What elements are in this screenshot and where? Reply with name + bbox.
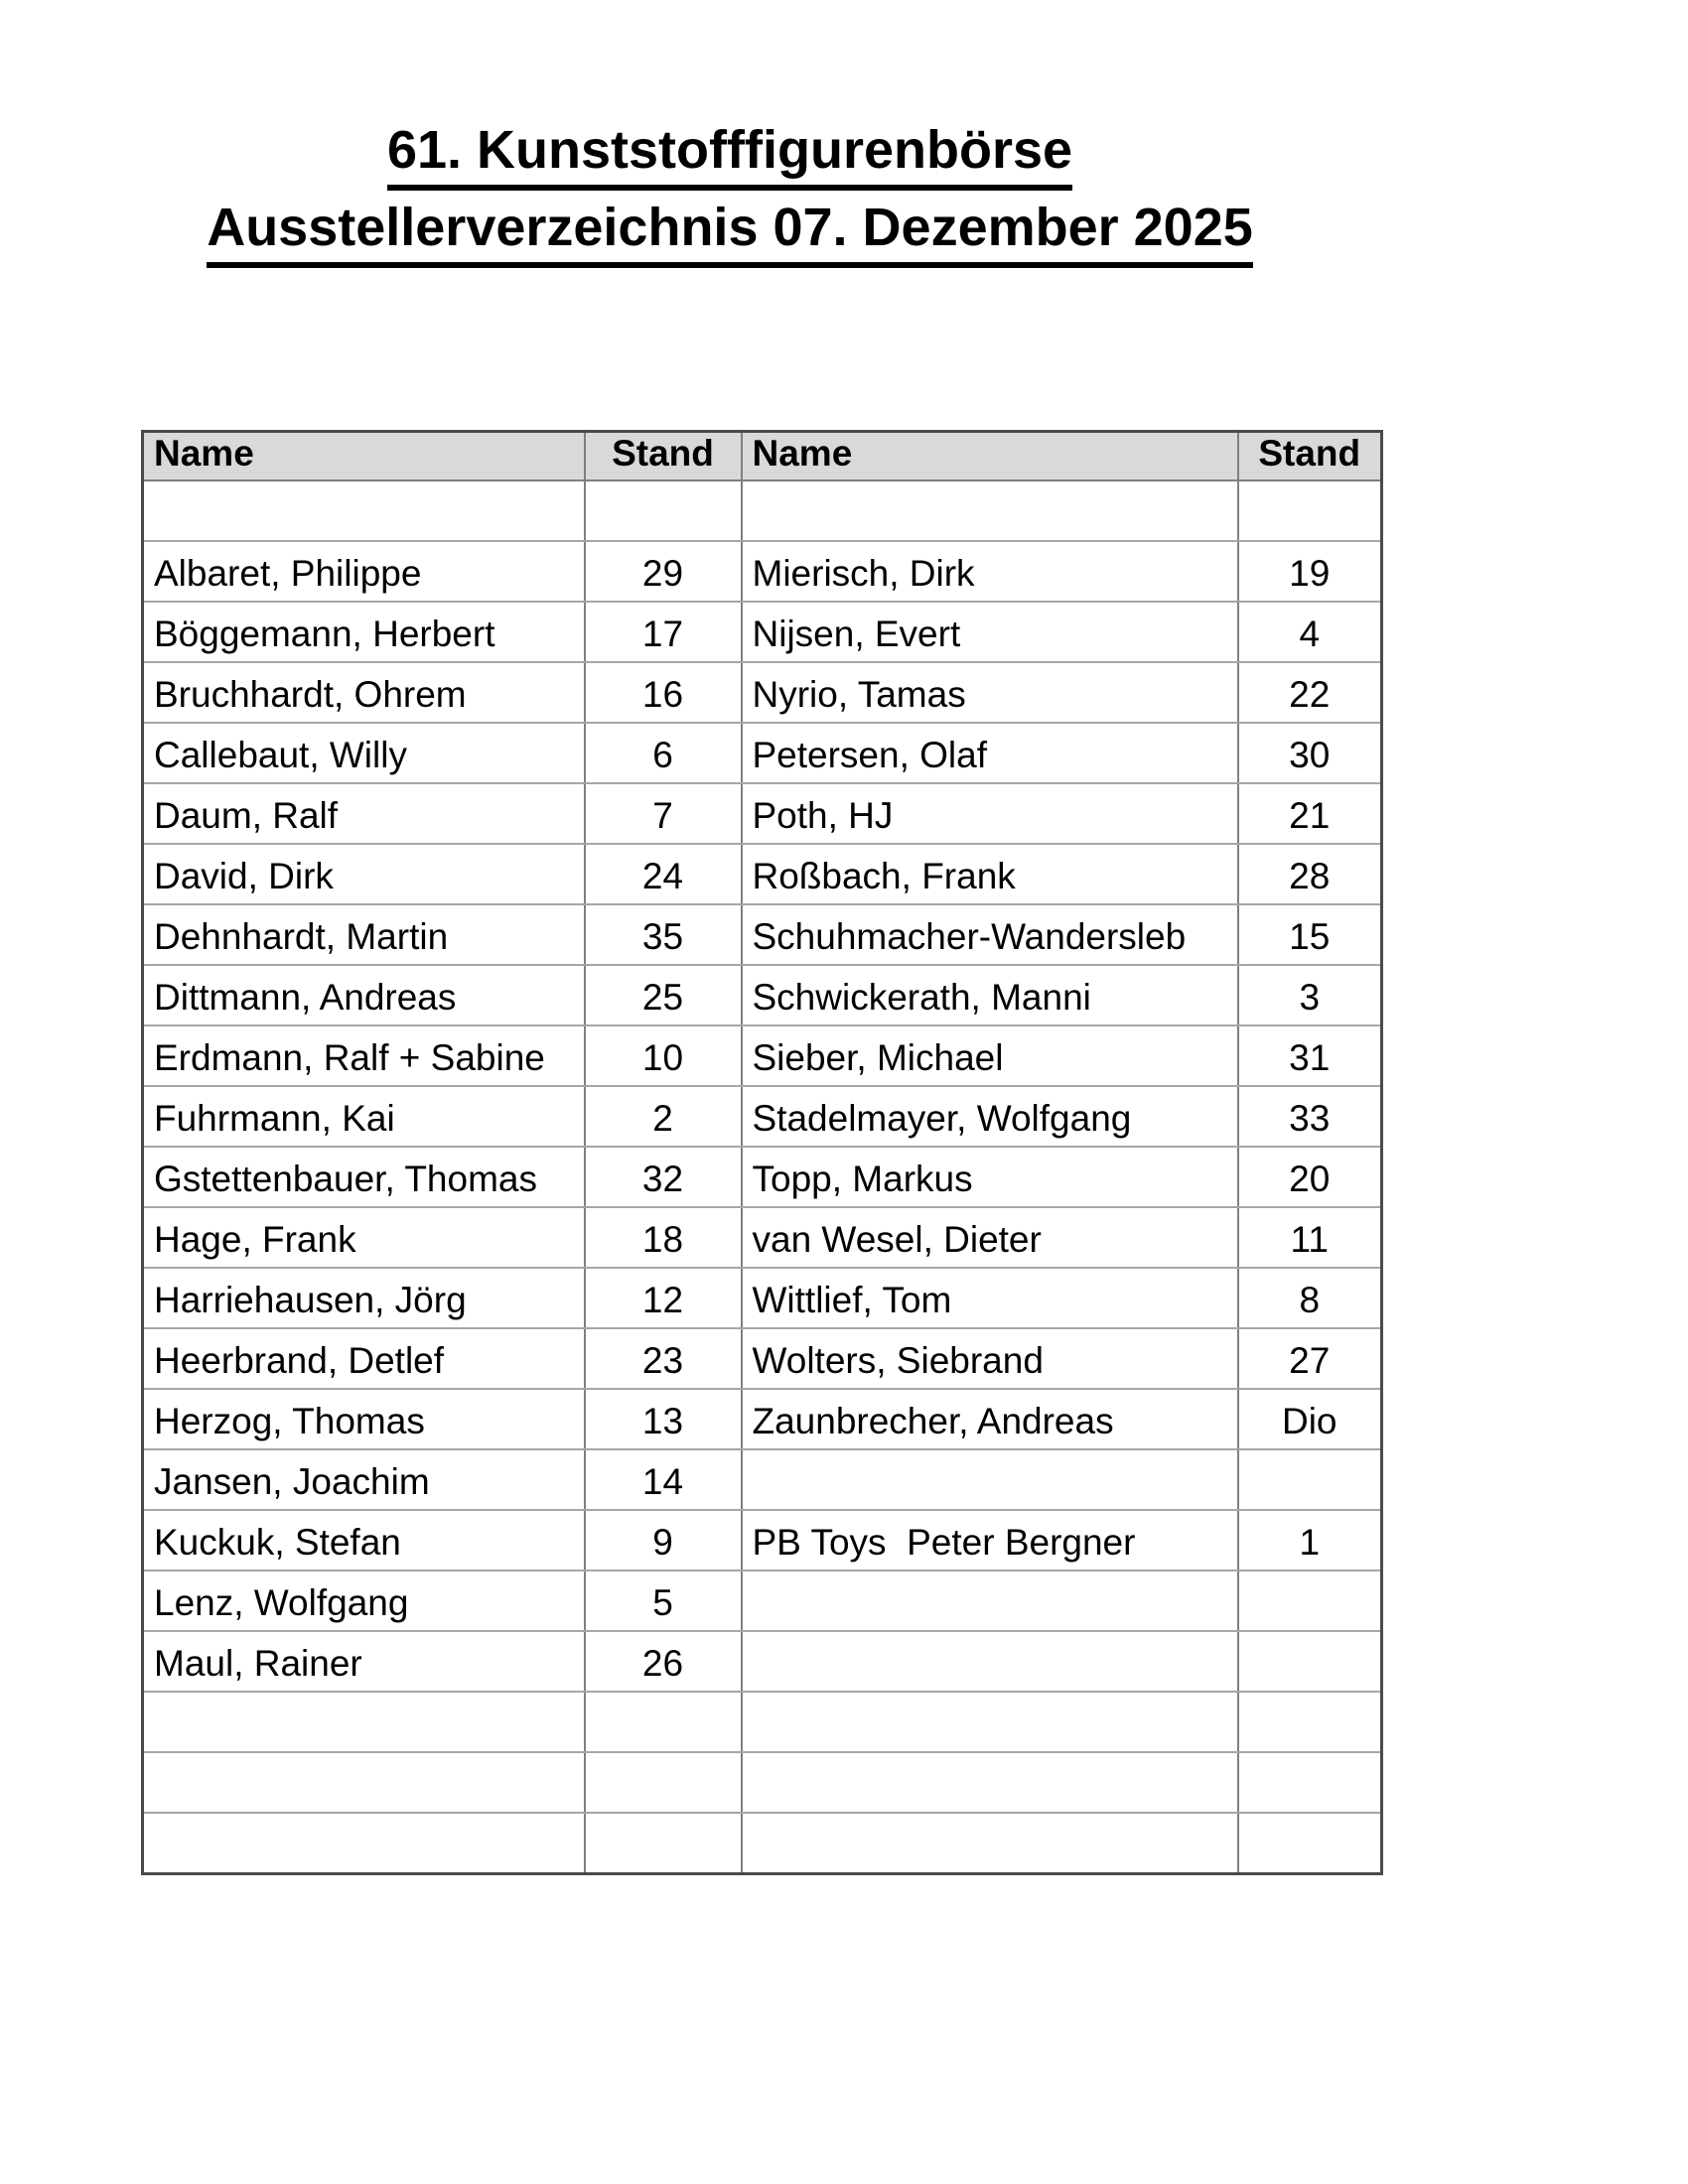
table-row — [143, 480, 1382, 541]
exhibitor-name-cell: Dehnhardt, Martin — [143, 904, 585, 965]
stand-number-cell — [1238, 1813, 1382, 1874]
exhibitor-name-cell: Poth, HJ — [742, 783, 1238, 844]
exhibitor-name-cell: Böggemann, Herbert — [143, 602, 585, 662]
title-line-1 — [139, 111, 1321, 189]
stand-number-cell: Dio — [1238, 1389, 1382, 1449]
table-row — [143, 904, 1382, 965]
stand-number-cell: 7 — [585, 783, 742, 844]
stand-number-cell — [1238, 480, 1382, 541]
stand-number-cell: 9 — [585, 1510, 742, 1570]
exhibitor-name-cell: Nyrio, Tamas — [742, 662, 1238, 723]
exhibitor-name-cell: Nijsen, Evert — [742, 602, 1238, 662]
exhibitor-name-cell: Gstettenbauer, Thomas — [143, 1147, 585, 1207]
stand-number-cell: 8 — [1238, 1268, 1382, 1328]
exhibitor-name-cell: Lenz, Wolfgang — [143, 1570, 585, 1631]
stand-number-cell: 14 — [585, 1449, 742, 1510]
stand-number-cell: 33 — [1238, 1086, 1382, 1147]
table-row — [143, 1147, 1382, 1207]
exhibitor-name-cell: Bruchhardt, Ohrem — [143, 662, 585, 723]
exhibitor-name-cell: Albaret, Philippe — [143, 541, 585, 602]
stand-number-cell: 16 — [585, 662, 742, 723]
exhibitor-name-cell: Schuhmacher-Wandersleb — [742, 904, 1238, 965]
table-row — [143, 541, 1382, 602]
stand-number-cell: 1 — [1238, 1510, 1382, 1570]
exhibitor-name-cell: Wittlief, Tom — [742, 1268, 1238, 1328]
exhibitor-name-cell: Petersen, Olaf — [742, 723, 1238, 783]
exhibitor-name-cell: Fuhrmann, Kai — [143, 1086, 585, 1147]
stand-number-cell: 12 — [585, 1268, 742, 1328]
table-row — [143, 1025, 1382, 1086]
exhibitor-name-cell — [742, 1692, 1238, 1752]
stand-number-cell — [585, 480, 742, 541]
table-row — [143, 1449, 1382, 1510]
header-stand-right: Stand — [1238, 432, 1382, 481]
title-text-2: Ausstellerverzeichnis 07. Dezember 2025 — [207, 198, 1253, 268]
stand-number-cell — [1238, 1692, 1382, 1752]
exhibitor-name-cell: Heerbrand, Detlef — [143, 1328, 585, 1389]
stand-number-cell: 24 — [585, 844, 742, 904]
exhibitor-name-cell — [742, 1752, 1238, 1813]
stand-number-cell: 27 — [1238, 1328, 1382, 1389]
exhibitor-name-cell — [742, 1570, 1238, 1631]
exhibitor-name-cell: Kuckuk, Stefan — [143, 1510, 585, 1570]
exhibitor-name-cell — [143, 480, 585, 541]
exhibitor-name-cell: Roßbach, Frank — [742, 844, 1238, 904]
stand-number-cell: 10 — [585, 1025, 742, 1086]
table-row — [143, 723, 1382, 783]
stand-number-cell: 5 — [585, 1570, 742, 1631]
stand-number-cell: 25 — [585, 965, 742, 1025]
exhibitor-name-cell — [742, 1449, 1238, 1510]
table-row — [143, 1752, 1382, 1813]
stand-number-cell: 20 — [1238, 1147, 1382, 1207]
exhibitor-name-cell: Sieber, Michael — [742, 1025, 1238, 1086]
stand-number-cell: 17 — [585, 602, 742, 662]
table-body — [143, 480, 1382, 1874]
stand-number-cell: 35 — [585, 904, 742, 965]
exhibitor-name-cell: van Wesel, Dieter — [742, 1207, 1238, 1268]
stand-number-cell: 23 — [585, 1328, 742, 1389]
stand-number-cell: 11 — [1238, 1207, 1382, 1268]
stand-number-cell: 19 — [1238, 541, 1382, 602]
stand-number-cell: 6 — [585, 723, 742, 783]
page-title — [139, 111, 1321, 266]
exhibitor-table — [141, 430, 1383, 1875]
table-row — [143, 602, 1382, 662]
exhibitor-name-cell — [143, 1813, 585, 1874]
exhibitor-name-cell: Herzog, Thomas — [143, 1389, 585, 1449]
table-row — [143, 965, 1382, 1025]
exhibitor-name-cell: Erdmann, Ralf + Sabine — [143, 1025, 585, 1086]
table-header-row — [143, 432, 1382, 481]
exhibitor-name-cell — [143, 1692, 585, 1752]
stand-number-cell: 21 — [1238, 783, 1382, 844]
stand-number-cell — [1238, 1631, 1382, 1692]
exhibitor-name-cell — [742, 1813, 1238, 1874]
table-row — [143, 1207, 1382, 1268]
stand-number-cell: 32 — [585, 1147, 742, 1207]
stand-number-cell: 15 — [1238, 904, 1382, 965]
exhibitor-name-cell: Zaunbrecher, Andreas — [742, 1389, 1238, 1449]
table-row — [143, 1268, 1382, 1328]
exhibitor-name-cell — [742, 480, 1238, 541]
stand-number-cell: 26 — [585, 1631, 742, 1692]
exhibitor-name-cell: Hage, Frank — [143, 1207, 585, 1268]
table-row — [143, 783, 1382, 844]
stand-number-cell — [1238, 1570, 1382, 1631]
exhibitor-name-cell: Stadelmayer, Wolfgang — [742, 1086, 1238, 1147]
exhibitor-name-cell: Callebaut, Willy — [143, 723, 585, 783]
title-line-2 — [139, 189, 1321, 266]
table-row — [143, 844, 1382, 904]
stand-number-cell — [1238, 1752, 1382, 1813]
exhibitor-name-cell: Daum, Ralf — [143, 783, 585, 844]
stand-number-cell: 18 — [585, 1207, 742, 1268]
exhibitor-name-cell: Jansen, Joachim — [143, 1449, 585, 1510]
stand-number-cell: 22 — [1238, 662, 1382, 723]
exhibitor-name-cell — [742, 1631, 1238, 1692]
stand-number-cell: 13 — [585, 1389, 742, 1449]
stand-number-cell — [585, 1692, 742, 1752]
table-row — [143, 1328, 1382, 1389]
stand-number-cell — [1238, 1449, 1382, 1510]
stand-number-cell: 28 — [1238, 844, 1382, 904]
title-text-1: 61. Kunststofffigurenbörse — [387, 120, 1072, 191]
header-name-right: Name — [742, 432, 1238, 481]
stand-number-cell: 30 — [1238, 723, 1382, 783]
exhibitor-name-cell: Mierisch, Dirk — [742, 541, 1238, 602]
table-row — [143, 1086, 1382, 1147]
exhibitor-name-cell: Wolters, Siebrand — [742, 1328, 1238, 1389]
header-name-left: Name — [143, 432, 585, 481]
exhibitor-name-cell: Dittmann, Andreas — [143, 965, 585, 1025]
header-stand-left: Stand — [585, 432, 742, 481]
exhibitor-name-cell — [143, 1752, 585, 1813]
stand-number-cell: 31 — [1238, 1025, 1382, 1086]
stand-number-cell — [585, 1813, 742, 1874]
exhibitor-name-cell: PB Toys Peter Bergner — [742, 1510, 1238, 1570]
exhibitor-name-cell: Maul, Rainer — [143, 1631, 585, 1692]
stand-number-cell: 3 — [1238, 965, 1382, 1025]
exhibitor-name-cell: Schwickerath, Manni — [742, 965, 1238, 1025]
exhibitor-name-cell: Topp, Markus — [742, 1147, 1238, 1207]
exhibitor-name-cell: Harriehausen, Jörg — [143, 1268, 585, 1328]
table-row — [143, 1631, 1382, 1692]
stand-number-cell: 4 — [1238, 602, 1382, 662]
stand-number-cell: 2 — [585, 1086, 742, 1147]
table-row — [143, 662, 1382, 723]
stand-number-cell — [585, 1752, 742, 1813]
table-row — [143, 1510, 1382, 1570]
table-row — [143, 1692, 1382, 1752]
table-row — [143, 1570, 1382, 1631]
table-row — [143, 1389, 1382, 1449]
table-row — [143, 1813, 1382, 1874]
exhibitor-name-cell: David, Dirk — [143, 844, 585, 904]
stand-number-cell: 29 — [585, 541, 742, 602]
